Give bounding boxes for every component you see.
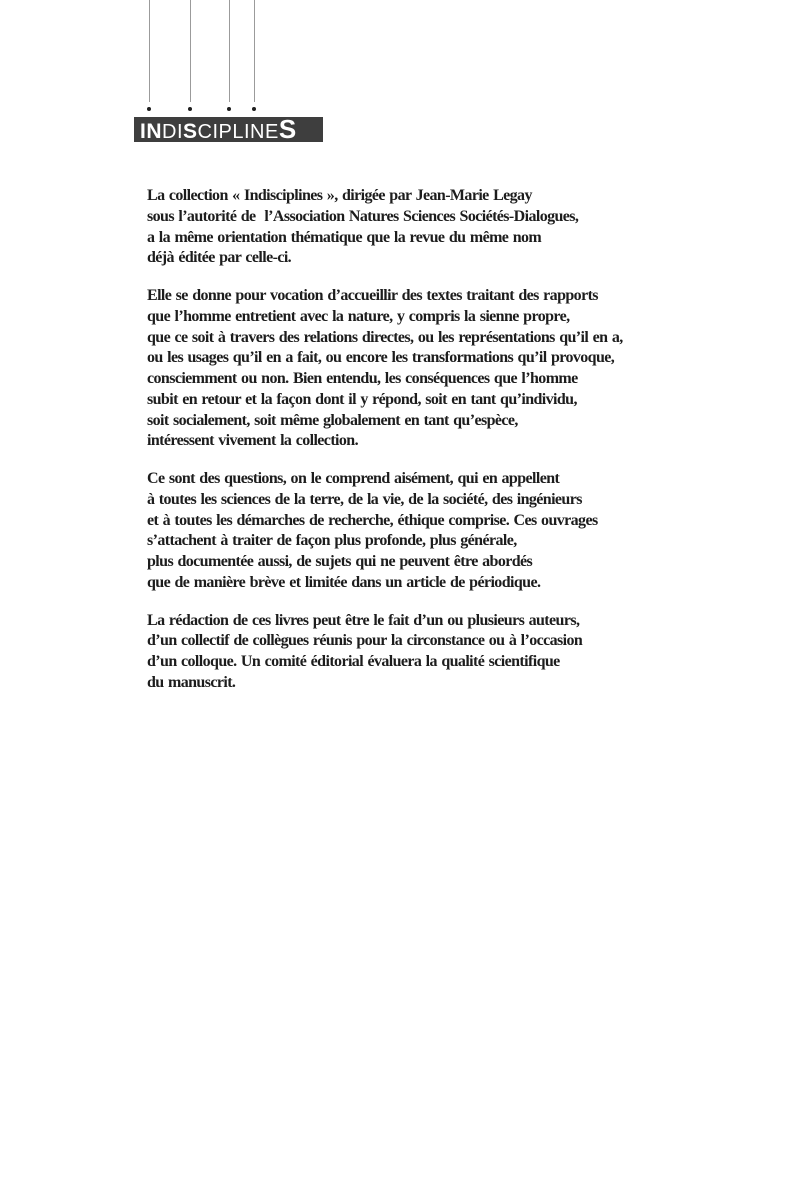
text-line: Ce sont des questions, on le comprend aisément, qui en appellent (147, 470, 560, 487)
wordmark-segment: S (183, 120, 198, 143)
text-line: s’attachent à traiter de façon plus profonde, plus générale, (147, 532, 517, 550)
pendulum-dot-icon (147, 107, 151, 111)
text-line: que de manière brève et limitée dans un article de périodique. (147, 573, 541, 591)
text-line: d’un colloque. Un comité éditorial évaluera la qualité scientifique (147, 653, 560, 670)
text-line: et à toutes les démarches de recherche, éthique comprise. Ces ouvrages (147, 511, 598, 529)
text-line: à toutes les sciences de la terre, de la vie, de la société, des ingénieurs (147, 490, 582, 508)
text-line: plus documentée aussi, de sujets qui ne peuvent être abordés (147, 553, 533, 570)
text-line: subit en retour et la façon dont il y répond, soit en tant qu’individu, (147, 390, 577, 408)
text-line: ou les usages qu’il en a fait, ou encore les transformations qu’il provoque, (147, 349, 615, 367)
text-line: soit socialement, soit même globalement en tant qu’espèce, (147, 411, 518, 429)
paragraph-vocation (147, 286, 623, 452)
paragraph-redaction (147, 611, 623, 694)
text-line: La collection « Indisciplines », dirigée par Jean-Marie Legay (147, 187, 532, 204)
text-line: La rédaction de ces livres peut être le fait d’un ou plusieurs auteurs, (147, 611, 580, 629)
text-line: que l’homme entretient avec la nature, y compris la sienne propre, (147, 307, 570, 325)
pendulum-dot-icon (188, 107, 192, 111)
text-line: Elle se donne pour vocation d’accueillir des textes traitant des rapports (147, 287, 598, 304)
text-line: intéressent vivement la collection. (147, 432, 358, 450)
indisciplines-wordmark (134, 114, 323, 144)
collection-description (147, 186, 623, 711)
pendulum-line-icon (229, 0, 230, 102)
text-line: a la même orientation thématique que la revue du même nom (147, 228, 542, 246)
pendulum-line-icon (190, 0, 191, 102)
text-line: d’un collectif de collègues réunis pour la circonstance ou à l’occasion (147, 632, 583, 650)
paragraph-questions (147, 469, 623, 594)
pendulum-dot-icon (227, 107, 231, 111)
text-line: sous l’autorité de l’Association Natures Sciences Sociétés-Dialogues, (147, 207, 579, 225)
wordmark-segment: DI (162, 121, 183, 143)
pendulum-line-icon (254, 0, 255, 102)
pendulum-line-icon (149, 0, 150, 102)
text-line: du manuscrit. (147, 673, 236, 691)
text-line: déjà éditée par celle-ci. (147, 249, 292, 267)
wordmark-segment: S (278, 114, 297, 144)
text-line: que ce soit à travers des relations directes, ou les représentations qu’il en a, (147, 328, 623, 346)
paragraph-collection-intro (147, 186, 623, 269)
wordmark-segment: IN (140, 120, 162, 143)
pendulum-dot-icon (252, 107, 256, 111)
wordmark-segment: CIPLINE (197, 121, 279, 143)
text-line: consciemment ou non. Bien entendu, les conséquences que l’homme (147, 370, 578, 387)
